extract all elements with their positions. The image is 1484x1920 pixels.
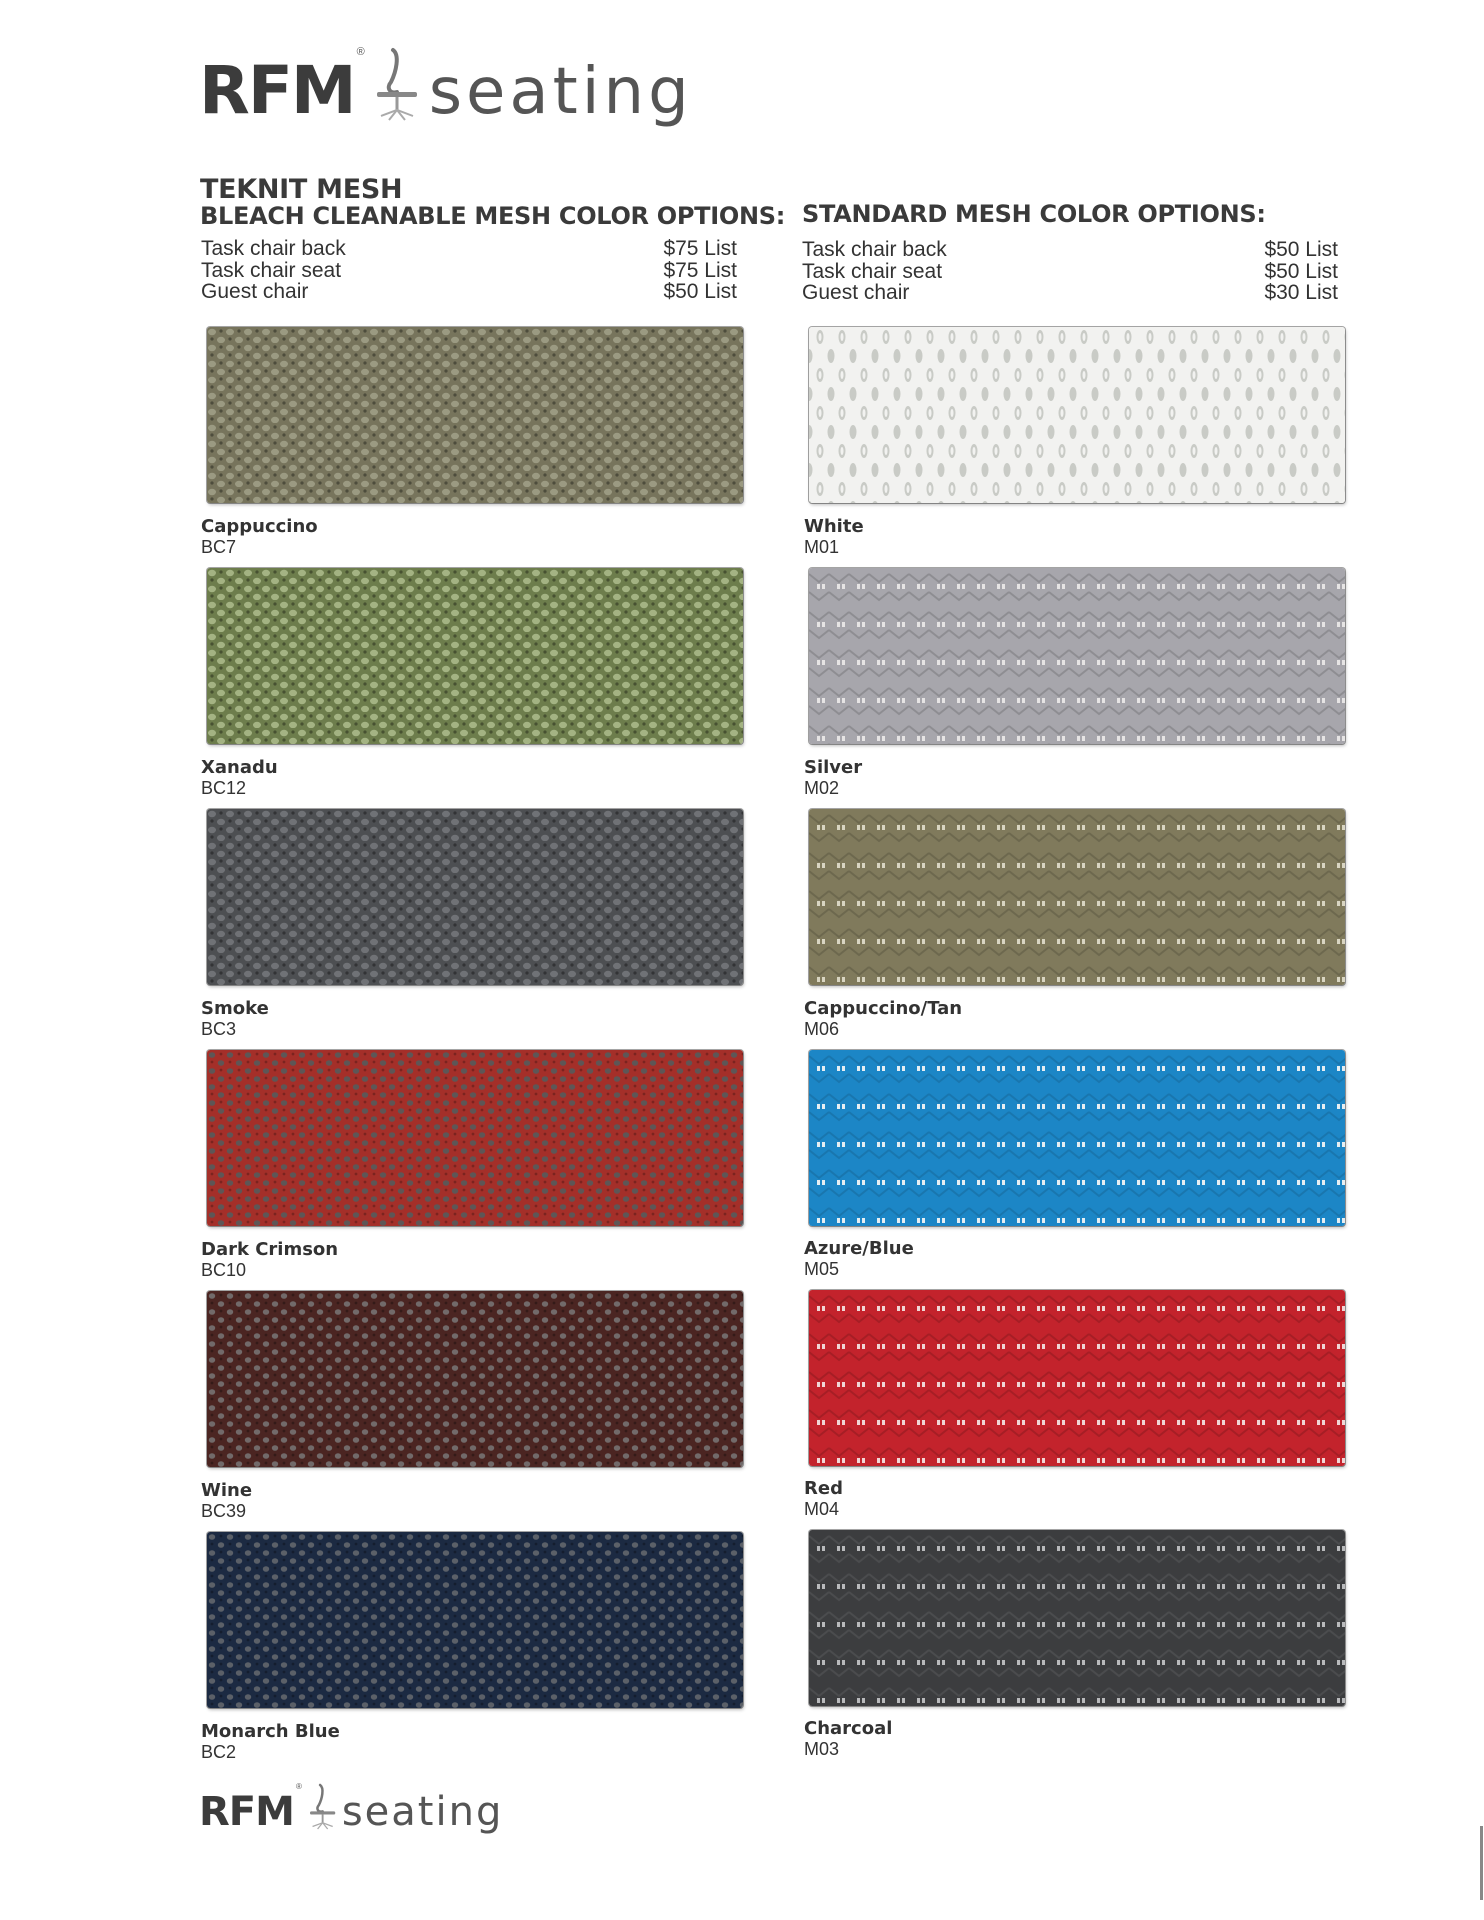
standard-subtitle: STANDARD MESH COLOR OPTIONS: [802, 200, 1266, 228]
bleach-subtitle: BLEACH CLEANABLE MESH COLOR OPTIONS: [200, 202, 786, 230]
swatch-smoke [207, 809, 743, 985]
swatch-caption [201, 1721, 340, 1763]
swatch-dark-crimson [207, 1050, 743, 1226]
chair-icon [305, 1782, 339, 1832]
price-item: Task chair back [201, 237, 346, 260]
bleach-price-table [201, 238, 737, 303]
swatch-wine [207, 1291, 743, 1467]
chair-icon [369, 46, 423, 124]
swatch-azure-blue [809, 1050, 1345, 1226]
swatch-cappuccino-texture [207, 327, 743, 503]
price-row [802, 282, 1338, 304]
price-row [802, 261, 1338, 283]
swatch-monarch-blue [207, 1532, 743, 1708]
swatch-name: Monarch Blue [201, 1721, 340, 1742]
swatch-code: M05 [804, 1259, 840, 1279]
swatch-dark-crimson-texture [207, 1050, 743, 1226]
swatch-name: Cappuccino [201, 516, 318, 537]
swatch-caption [804, 1718, 892, 1760]
swatch-caption [804, 516, 864, 558]
brand-logo-footer [199, 1782, 504, 1835]
swatch-wine-texture [207, 1291, 743, 1467]
swatch-name: Silver [804, 757, 863, 778]
price-value: $50 List [1264, 259, 1338, 283]
swatch-caption [201, 998, 269, 1040]
teknit-title: TEKNIT MESH [200, 174, 403, 205]
price-item: Guest chair [201, 280, 309, 303]
swatch-charcoal [809, 1530, 1345, 1706]
swatch-name: Cappuccino/Tan [804, 998, 963, 1019]
swatch-name: Xanadu [201, 757, 278, 778]
swatch-caption [201, 1480, 252, 1522]
swatch-red-texture [809, 1290, 1345, 1466]
swatch-cappuccino [207, 327, 743, 503]
swatch-white-texture [809, 327, 1345, 503]
swatch-code: BC7 [201, 537, 237, 557]
swatch-code: M04 [804, 1499, 840, 1519]
swatch-name: Red [804, 1478, 843, 1499]
price-value: $30 List [1264, 281, 1338, 304]
price-row [802, 239, 1338, 261]
scan-edge-mark [1480, 1826, 1483, 1900]
swatch-white [809, 327, 1345, 503]
standard-price-table [802, 239, 1338, 304]
registered-mark: ® [356, 46, 365, 58]
swatch-name: Charcoal [804, 1718, 893, 1739]
swatch-caption [201, 1239, 338, 1281]
brand-name: RFM [199, 1789, 294, 1835]
swatch-caption [201, 757, 278, 799]
swatch-name: White [804, 516, 864, 537]
brand-name: RFM [199, 52, 355, 129]
registered-mark: ® [295, 1782, 302, 1791]
swatch-smoke-texture [207, 809, 743, 985]
swatch-code: BC39 [201, 1501, 247, 1521]
price-item: Task chair back [802, 238, 947, 261]
swatch-code: BC12 [201, 778, 247, 798]
swatch-name: Dark Crimson [201, 1239, 339, 1260]
swatch-code: BC3 [201, 1019, 237, 1039]
price-value: $75 List [663, 237, 737, 260]
swatch-caption [804, 1238, 914, 1280]
price-row [201, 260, 737, 282]
brand-word: seating [428, 55, 693, 129]
swatch-caption [804, 757, 862, 799]
price-value: $75 List [663, 258, 737, 282]
brand-logo [199, 46, 693, 129]
swatch-charcoal-texture [809, 1530, 1345, 1706]
price-item: Task chair seat [802, 259, 943, 283]
swatch-code: BC2 [201, 1742, 237, 1762]
swatch-name: Wine [201, 1480, 253, 1501]
swatch-caption [804, 998, 962, 1040]
swatch-code: M01 [804, 537, 840, 557]
swatch-xanadu-texture [207, 568, 743, 744]
price-item: Guest chair [802, 281, 910, 304]
swatch-cappuccino-tan-texture [809, 809, 1345, 985]
price-value: $50 List [663, 280, 737, 303]
bleach-header [200, 176, 785, 229]
swatch-code: M02 [804, 778, 840, 798]
swatch-cappuccino-tan [809, 809, 1345, 985]
swatch-caption [804, 1478, 843, 1520]
swatch-code: M06 [804, 1019, 840, 1039]
swatch-code: M03 [804, 1739, 840, 1759]
swatch-azure-blue-texture [809, 1050, 1345, 1226]
price-row [201, 281, 737, 303]
price-item: Task chair seat [201, 258, 342, 282]
swatch-silver [809, 568, 1345, 744]
price-value: $50 List [1264, 238, 1338, 261]
swatch-red [809, 1290, 1345, 1466]
swatch-name: Smoke [201, 998, 269, 1019]
swatch-caption [201, 516, 318, 558]
price-row [201, 238, 737, 260]
swatch-xanadu [207, 568, 743, 744]
swatch-code: BC10 [201, 1260, 247, 1280]
swatch-silver-texture [809, 568, 1345, 744]
swatch-monarch-blue-texture [207, 1532, 743, 1708]
standard-header [802, 202, 1266, 227]
swatch-name: Azure/Blue [804, 1238, 914, 1259]
brand-word: seating [341, 1789, 504, 1835]
